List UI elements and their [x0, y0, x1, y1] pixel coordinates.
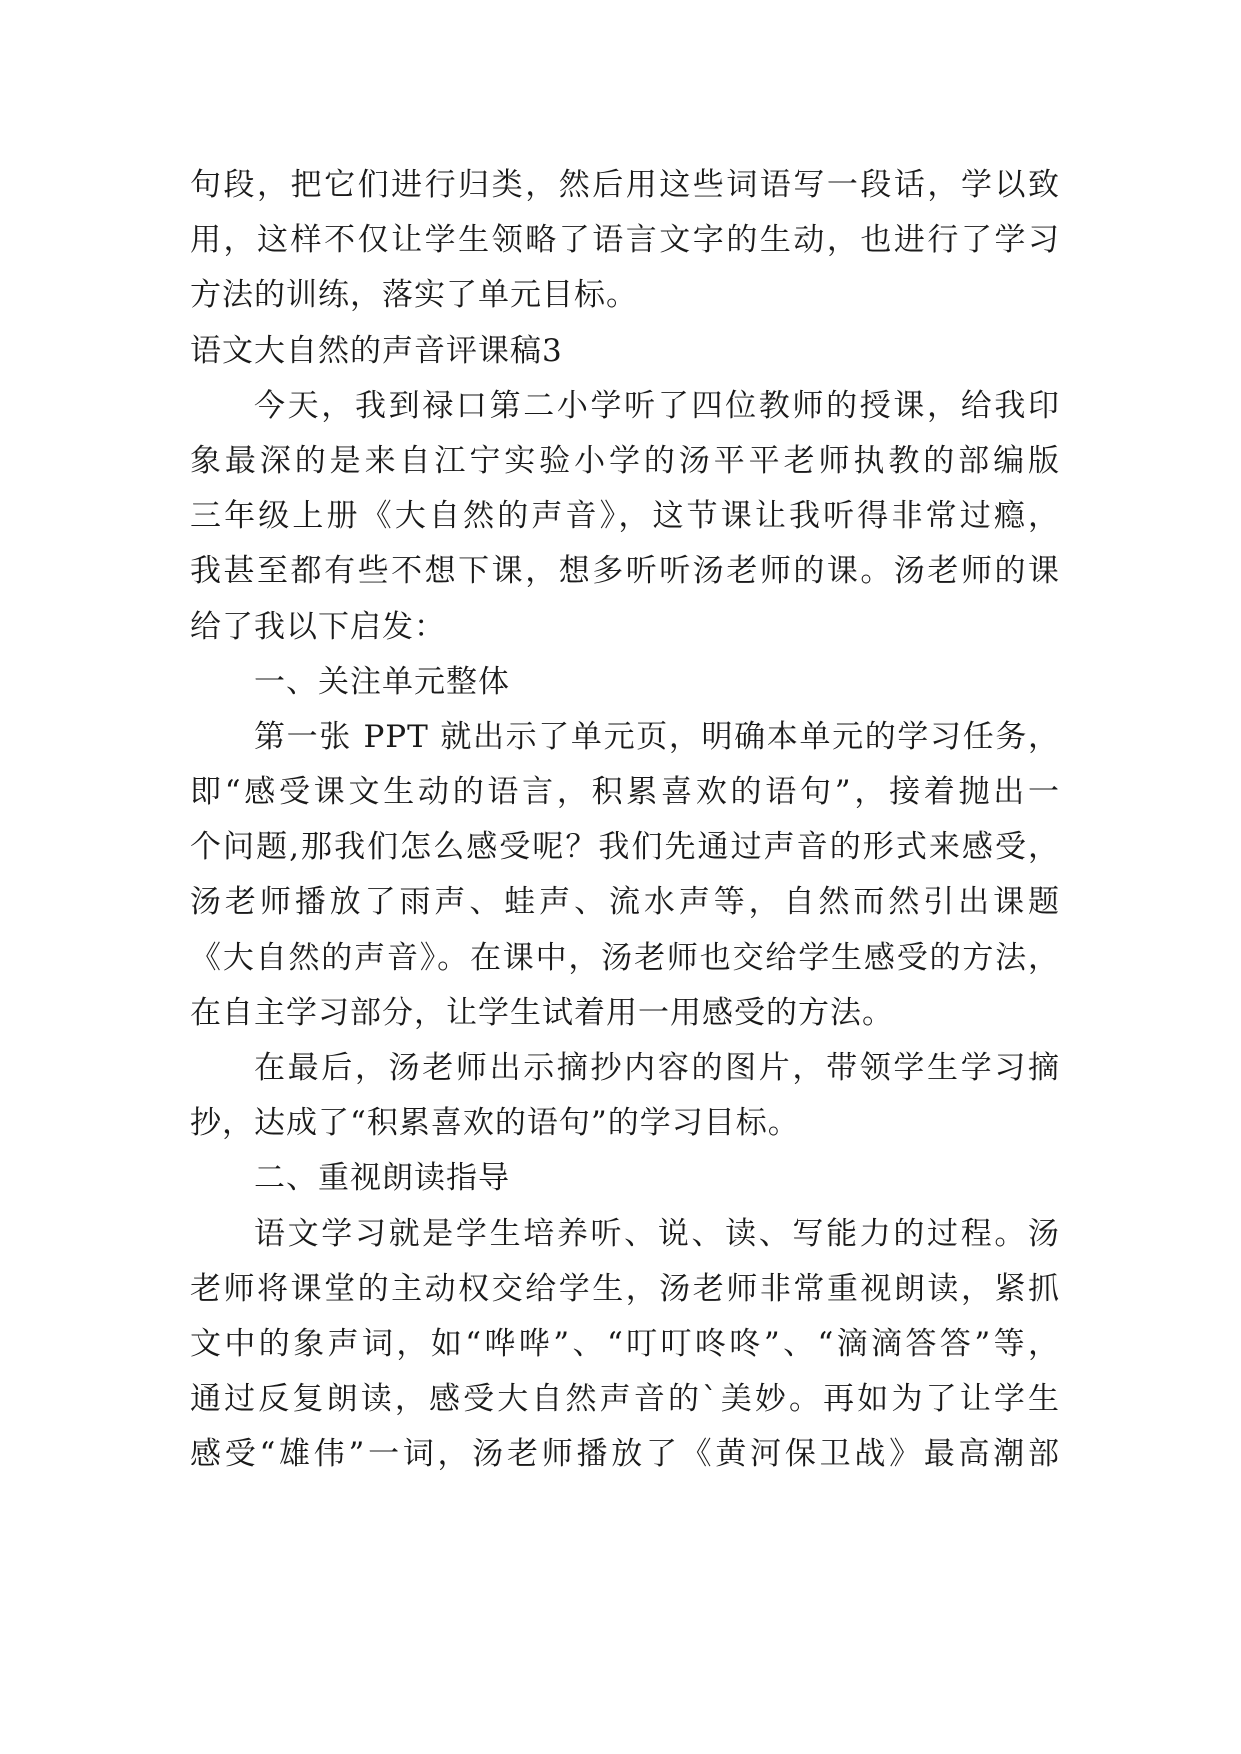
text-line: 感受“雄伟”一词，汤老师播放了《黄河保卫战》最高潮部 — [190, 1436, 1060, 1473]
text-line: 一、关注单元整体 — [254, 663, 510, 700]
text-line: 给了我以下启发： — [190, 608, 446, 645]
text-line: 语文学习就是学生培养听、说、读、写能力的过程。汤 — [254, 1215, 1060, 1252]
text-line: 句段，把它们进行归类，然后用这些词语写一段话，学以致 — [190, 167, 1060, 203]
text-line: 文中的象声词，如“哗哗”、“叮叮咚咚”、“滴滴答答”等， — [190, 1325, 1060, 1362]
text-line: 在自主学习部分，让学生试着用一用感受的方法。 — [190, 994, 894, 1031]
text-line: 第一张 PPT 就出示了单元页，明确本单元的学习任务， — [254, 718, 1060, 755]
text-line: 汤老师播放了雨声、蛙声、流水声等，自然而然引出课题 — [190, 884, 1060, 921]
text-line: 抄，达成了“积累喜欢的语句”的学习目标。 — [190, 1105, 800, 1142]
text-line: 通过反复朗读，感受大自然声音的`美妙。再如为了让学生 — [190, 1381, 1060, 1418]
text-line: 今天，我到禄口第二小学听了四位教师的授课，给我印 — [254, 387, 1060, 424]
text-line: 《大自然的声音》。在课中，汤老师也交给学生感受的方法， — [190, 939, 1060, 976]
text-line: 方法的训练，落实了单元目标。 — [190, 277, 638, 314]
text-line: 我甚至都有些不想下课，想多听听汤老师的课。汤老师的课 — [190, 553, 1060, 590]
text-line: 用，这样不仅让学生领略了语言文字的生动，也进行了学习 — [190, 222, 1060, 259]
text-line: 即“感受课文生动的语言，积累喜欢的语句”，接着抛出一 — [190, 774, 1060, 811]
text-line: 三年级上册《大自然的声音》，这节课让我听得非常过瘾， — [190, 498, 1060, 535]
text-line: 在最后，汤老师出示摘抄内容的图片，带领学生学习摘 — [254, 1050, 1060, 1086]
text-line: 语文大自然的声音评课稿3 — [190, 332, 563, 369]
text-line: 个问题,那我们怎么感受呢？我们先通过声音的形式来感受， — [190, 829, 1060, 866]
text-line: 象最深的是来自江宁实验小学的汤平平老师执教的部编版 — [190, 442, 1060, 479]
text-line: 二、重视朗读指导 — [254, 1160, 510, 1197]
text-line: 老师将课堂的主动权交给学生，汤老师非常重视朗读，紧抓 — [190, 1270, 1060, 1307]
document-body — [190, 158, 1060, 1483]
